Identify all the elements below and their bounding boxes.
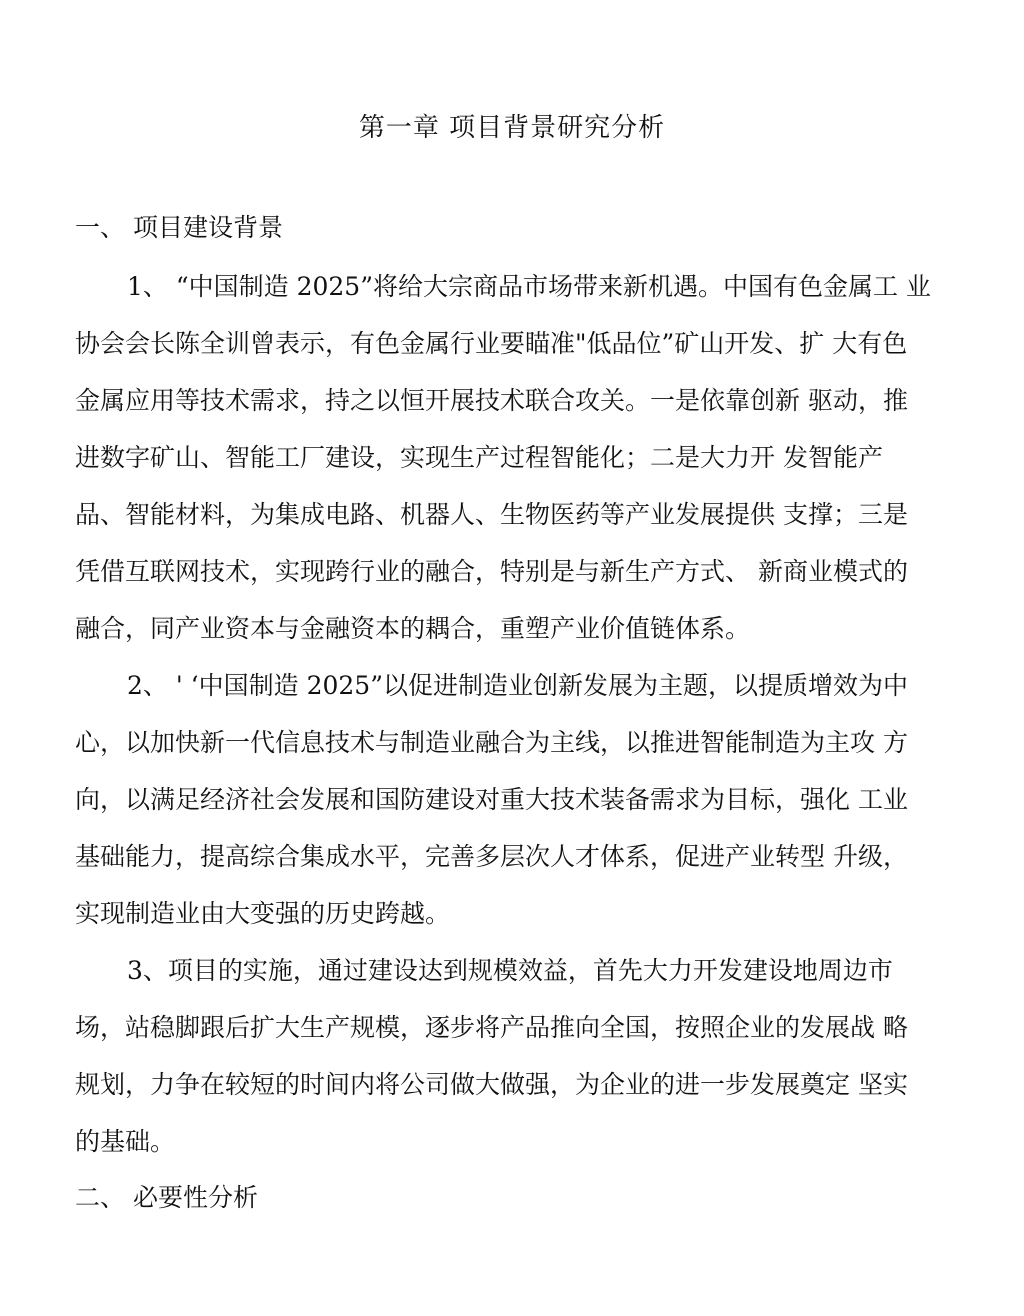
paragraph-line: 凭借互联网技术，实现跨行业的融合，特别是与新生产方式、 新商业模式的 [75,557,908,586]
paragraph-line: 融合，同产业资本与金融资本的耦合，重塑产业价值链体系。 [75,614,751,643]
paragraph-line: 2、 ' ‘中国制造 2025”以促进制造业创新发展为主题，以提质增效为中 [127,671,908,700]
paragraph-line: 的基础。 [75,1127,176,1156]
paragraph-line: 向，以满足经济社会发展和国防建设对重大技术装备需求为目标，强化 工业 [75,785,908,814]
chapter-title: 第一章 项目背景研究分析 [358,113,666,143]
paragraph-line: 基础能力，提高综合集成水平，完善多层次人才体系，促进产业转型 升级， [75,842,908,871]
paragraph-line: 实现制造业由大变强的历史跨越。 [75,899,451,928]
paragraph-line: 金属应用等技术需求，持之以恒开展技术联合攻关。一是依靠创新 驱动，推 [75,386,908,415]
paragraph-1 [75,258,947,657]
paragraph-line: 进数字矿山、智能工厂建设，实现生产过程智能化；二是大力开 发智能产 [75,443,883,472]
paragraph-line: 1、 “中国制造 2025”将给大宗商品市场带来新机遇。中国有色金属工 业 [127,272,931,301]
section-heading-necessity: 二、 必要性分析 [75,1183,258,1212]
paragraph-line: 3、项目的实施，通过建设达到规模效益，首先大力开发建设地周边市 [127,956,893,985]
paragraph-3 [75,942,947,1170]
paragraph-line: 品、智能材料，为集成电路、机器人、生物医药等产业发展提供 支撑；三是 [75,500,908,529]
paragraph-line: 场，站稳脚跟后扩大生产规模，逐步将产品推向全国，按照企业的发展战 略 [75,1013,908,1042]
paragraph-line: 协会会长陈全训曾表示，有色金属行业要瞄准"低品位”矿山开发、扩 大有色 [75,329,908,358]
paragraph-2 [75,657,947,942]
section-heading-background: 一、 项目建设背景 [75,213,283,242]
paragraph-line: 规划，力争在较短的时间内将公司做大做强，为企业的进一步发展奠定 坚实 [75,1070,908,1099]
paragraph-line: 心，以加快新一代信息技术与制造业融合为主线，以推进智能制造为主攻 方 [75,728,908,757]
